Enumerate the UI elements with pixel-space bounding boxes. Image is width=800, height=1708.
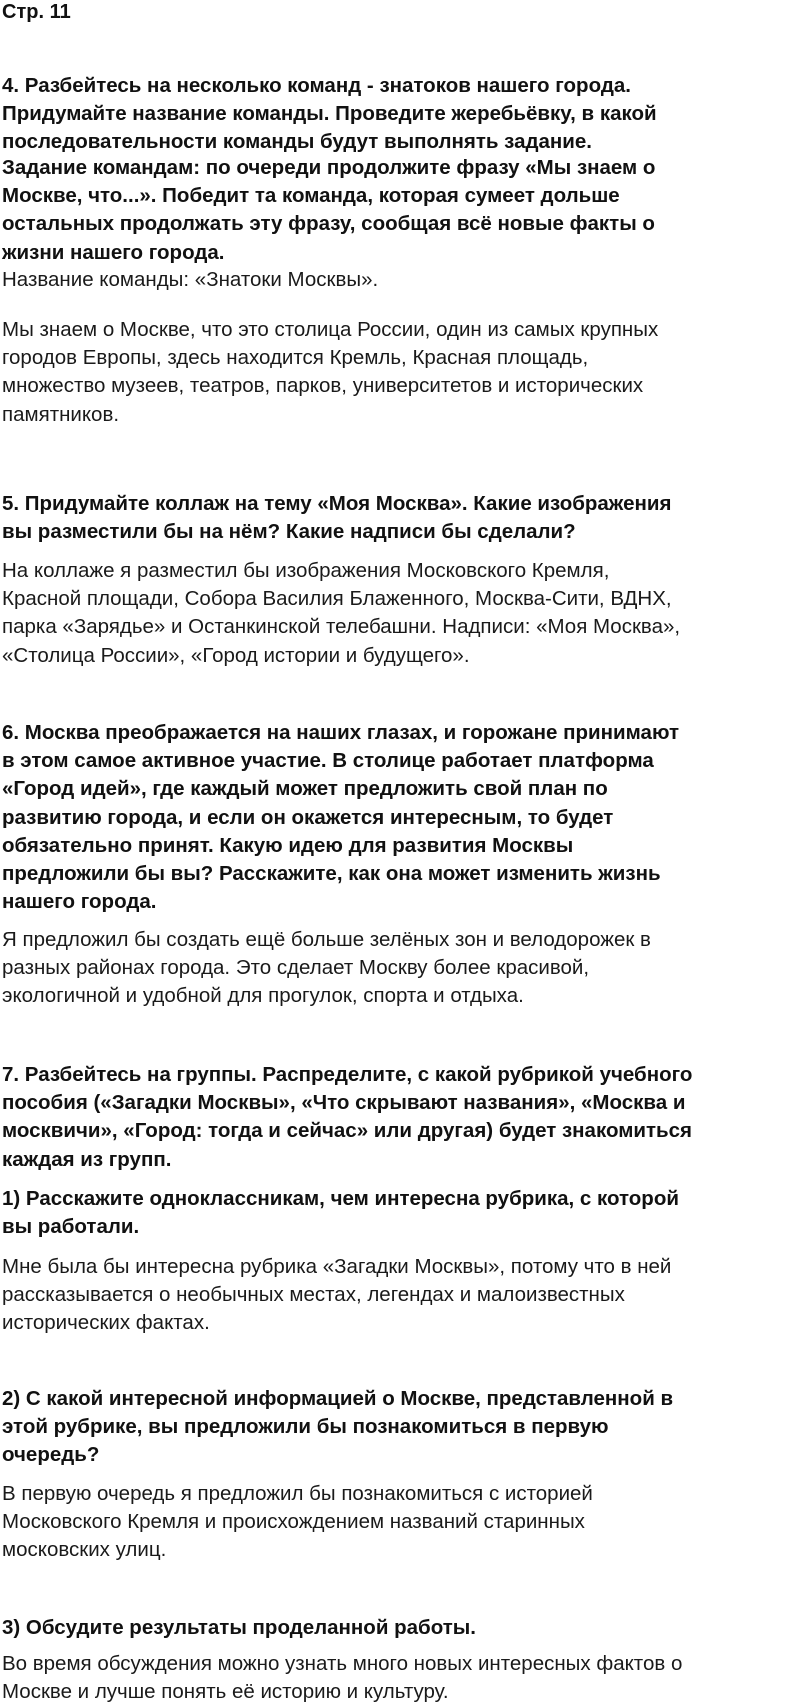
task-5-question: 5. Придумайте коллаж на тему «Моя Москва». Какие изображения вы разместили бы на нём? Какие надписи бы сделали? — [2, 492, 672, 544]
task-6-answer: Я предложил бы создать ещё больше зелёных зон и велодорожек в разных районах города. Это сделает Москву более красивой, экологичной и удобной для прогулок, спорта и отдыха. — [2, 928, 651, 1008]
task-5-answer: На коллаже я разместил бы изображения Московского Кремля, Красной площади, Собора Василия Блаженного, Москва-Сити, ВДНХ, парка «Зарядье» и Останкинской телебашни. Надписи: «Моя Москва», «Столица России», «Город истории и будущего». — [2, 559, 681, 667]
task-6-question: 6. Москва преображается на наших глазах, и горожане принимают в этом самое активное участие. В столице работает платформа «Город идей», где каждый может предложить свой план по развитию города, и если он окажется интересным, то будет обязательно принят. Какую идею для развития Москвы предложили бы вы? Расскажите, как она может изменить жизнь нашего города. — [2, 721, 679, 914]
task-7-1-answer: Мне была бы интересна рубрика «Загадки Москвы», потому что в ней рассказывается о необычных местах, легендах и малоизвестных исторических фактах. — [2, 1255, 672, 1335]
task-7-1-question: 1) Расскажите одноклассникам, чем интересна рубрика, с которой вы работали. — [2, 1187, 679, 1239]
task-4-answer-team: Название команды: «Знатоки Москвы». — [2, 268, 379, 291]
task-7-2-answer: В первую очередь я предложил бы познакомиться с историей Московского Кремля и происхождением названий старинных московских улиц. — [2, 1482, 593, 1562]
task-7-2-question: 2) С какой интересной информацией о Москве, представленной в этой рубрике, вы предложили бы познакомиться в первую очередь? — [2, 1387, 674, 1467]
task-7-question: 7. Разбейтесь на группы. Распределите, с какой рубрикой учебного пособия («Загадки Москвы», «Что скрывают названия», «Москва и москвичи», «Город: тогда и сейчас» или другая) будет знакомиться каждая из групп. — [2, 1063, 693, 1171]
page-number: Стр. 11 — [2, 1, 71, 23]
task-7-3-answer: Во время обсуждения можно узнать много новых интересных фактов о Москве и лучше понять её историю и культуру. — [2, 1652, 683, 1704]
task-4-subtask: Задание командам: по очереди продолжите фразу «Мы знаем о Москве, что...». Победит та команда, которая сумеет дольше остальных продолжать эту фразу, сообщая всё новые факты о жизни нашего города. — [2, 156, 656, 264]
task-4-question: 4. Разбейтесь на несколько команд - знатоков нашего города. Придумайте название команды. Проведите жеребьёвку, в какой последовательности команды будут выполнять задание. — [2, 74, 657, 154]
task-4-answer: Мы знаем о Москве, что это столица России, один из самых крупных городов Европы, здесь находится Кремль, Красная площадь, множество музеев, театров, парков, университетов и исторических памятников. — [2, 318, 659, 426]
task-7-3-question: 3) Обсудите результаты проделанной работы. — [2, 1616, 476, 1639]
